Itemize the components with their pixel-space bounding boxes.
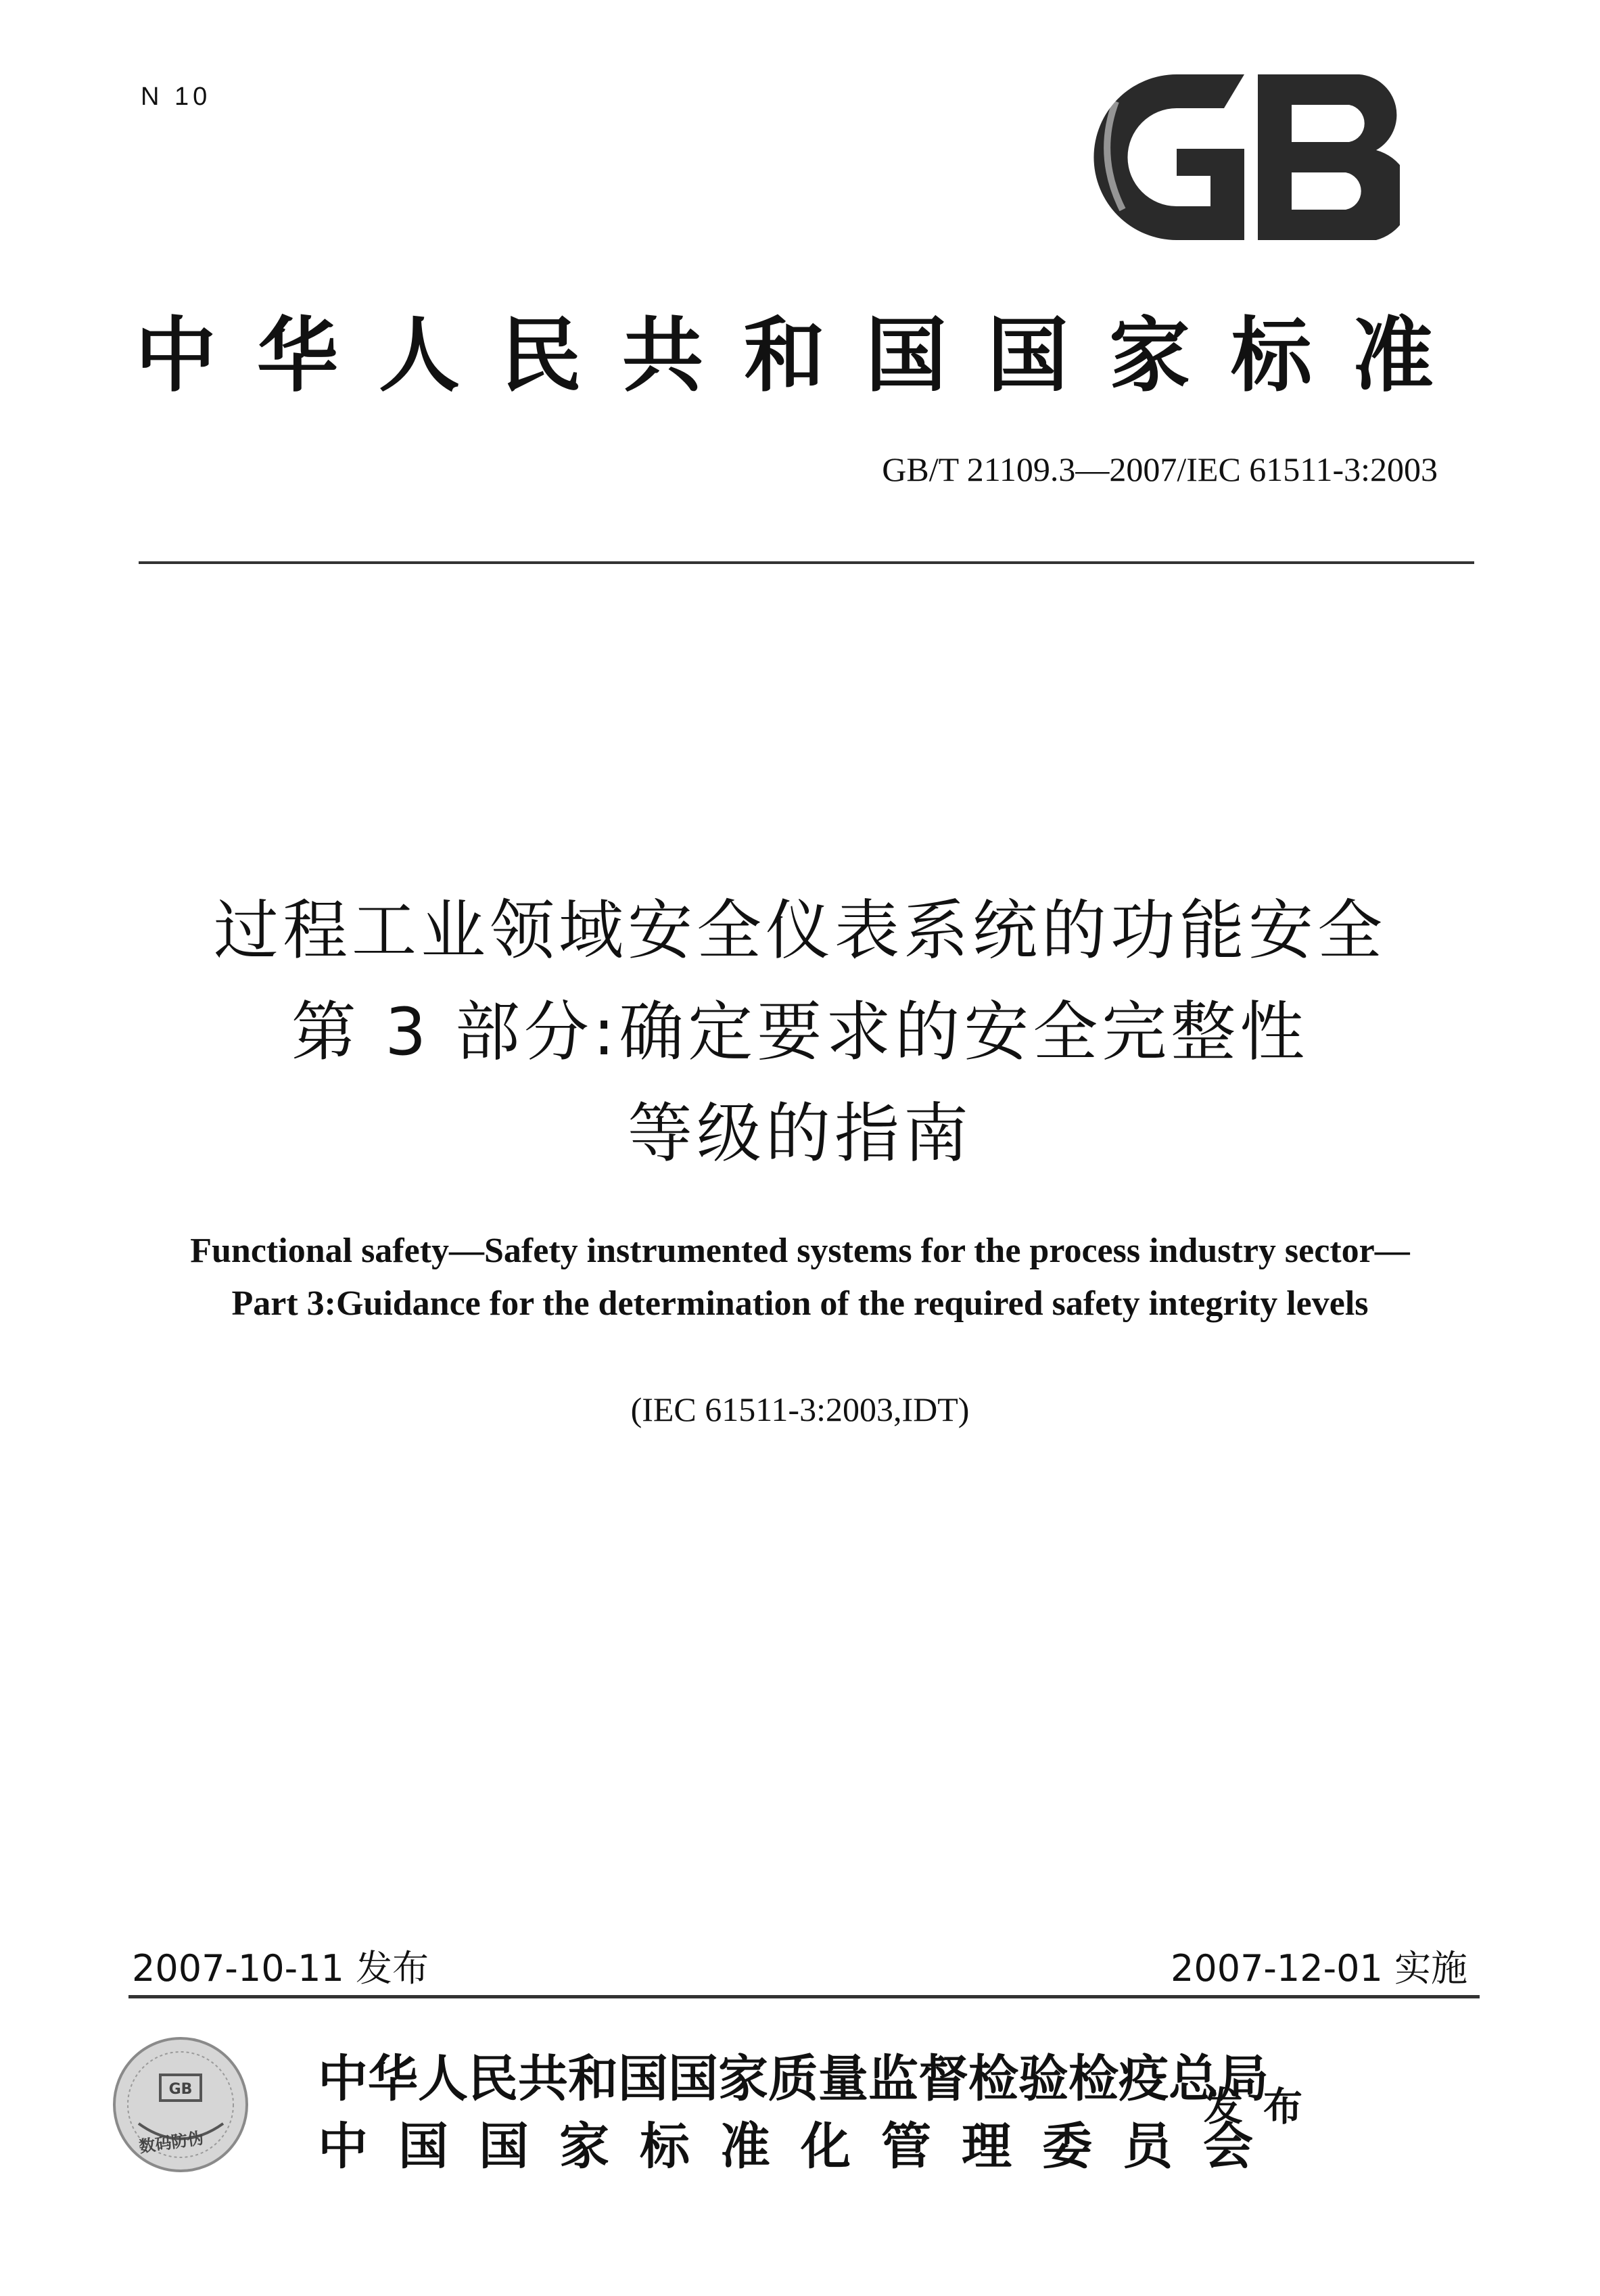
svg-text:GB: GB — [168, 2081, 193, 2098]
chinese-title-line-1: 过程工业领域安全仪表系统的功能安全 — [214, 893, 1386, 968]
publish-label: 发布 — [1204, 2084, 1323, 2130]
anti-counterfeit-seal-icon — [112, 2036, 250, 2174]
footer-divider — [128, 1995, 1480, 1998]
chinese-title-line-3: 等级的指南 — [628, 1096, 972, 1171]
header-divider — [139, 561, 1474, 564]
gb-logo-icon — [1075, 74, 1400, 240]
issue-date: 2007-10-11 发布 — [132, 1947, 429, 1990]
standard-number: GB/T 21109.3—2007/IEC 61511-3:2003 — [882, 450, 1438, 488]
english-title-line-1: Functional safety—Safety instrumented systems for the process industry sector— — [190, 1232, 1410, 1270]
standard-category-title: 中华人民共和国国家标准 — [135, 308, 1474, 403]
seal-text: 数码防伪 — [137, 2128, 205, 2157]
implementation-date: 2007-12-01 实施 — [1171, 1947, 1467, 1990]
ics-code: N 10 — [141, 83, 212, 111]
chinese-title-line-2: 第 3 部分:确定要求的安全完整性 — [291, 994, 1309, 1070]
issuer-line-1: 中华人民共和国国家质量监督检验检疫总局 — [318, 2050, 1269, 2108]
issuer-line-2: 中国国家标准化管理委员会 — [318, 2117, 1284, 2176]
english-title-line-2: Part 3:Guidance for the determination of the required safety integrity levels — [231, 1284, 1369, 1323]
adoption-note: (IEC 61511-3:2003,IDT) — [630, 1390, 970, 1428]
